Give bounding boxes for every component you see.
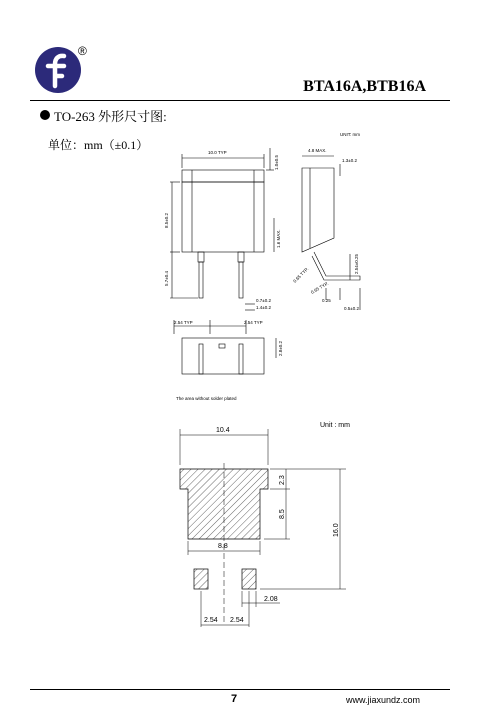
lead-left [199,262,203,298]
drawing-unit: UNIT: mm [340,132,360,137]
registered-mark: ® [78,44,87,58]
dim-body-height: 8.5±0.2 [164,213,169,228]
company-logo [34,46,82,94]
package-outline-drawing [150,128,380,408]
fp-dim-pad-width: 2.08 [264,596,278,603]
fp-dim-mid-height: 8.5 [279,509,286,519]
dim-lead-length: 5.7±0.4 [164,271,169,286]
lead-right [239,262,243,298]
bullet-icon [40,110,50,120]
footprint-unit: Unit : mm [320,422,350,429]
part-number: BTA16A,BTB16A [303,78,426,95]
header-divider [30,100,450,101]
dim-side-width: 4.8 MAX. [308,148,327,153]
footprint-drawing [160,415,370,630]
footprint-pad-right [242,569,256,589]
unit-label: 单位：mm（±0.1） [48,138,149,152]
dim-d2: 0.65 TYP. [292,266,310,284]
bottom-view-body [182,338,264,374]
footprint-pad-left [194,569,208,589]
dim-d4: 0.25 [322,298,331,303]
dim-width-typ: 10.0 TYP [208,150,227,155]
dim-lead-width: 0.7±0.2 [256,298,271,303]
dim-pitch2: 2.54 TYP [244,320,263,325]
fp-dim-pitch2: 2.54 [230,617,244,624]
body-outline [182,182,264,252]
section-title: TO-263 外形尺寸图: [54,109,167,124]
dim-max16: 1.6 MAX. [276,229,281,248]
dim-tab-thickness: 1.3±0.2 [342,158,357,163]
fp-dim-step-height: 2.3 [279,475,286,485]
fp-dim-pitch1: 2.54 [204,617,218,624]
side-view-body [302,168,334,252]
website-link[interactable]: www.jiaxundz.com [345,695,420,705]
dim-tab-height: 1.0±0.5 [274,155,279,170]
dim-pitch1: 2.54 TYP [174,320,193,325]
page-number: 7 [231,693,238,705]
dim-d1: 2.54±0.25 [354,254,359,274]
drawing-note: The area without solder plated [176,396,237,401]
dim-d3: 0.65 TYP. [310,280,330,295]
dim-d5: 0.5±0.2 [344,306,359,311]
dim-lead-width2: 1.4±0.2 [256,305,271,310]
fp-dim-total-height: 16.0 [333,523,340,537]
footer-divider [30,689,450,690]
tab-outline [182,170,264,182]
fp-dim-width-top: 10.4 [216,427,230,434]
fp-dim-body-width: 8.8 [218,543,228,550]
dim-bottom-height: 2.8±0.2 [278,341,283,356]
